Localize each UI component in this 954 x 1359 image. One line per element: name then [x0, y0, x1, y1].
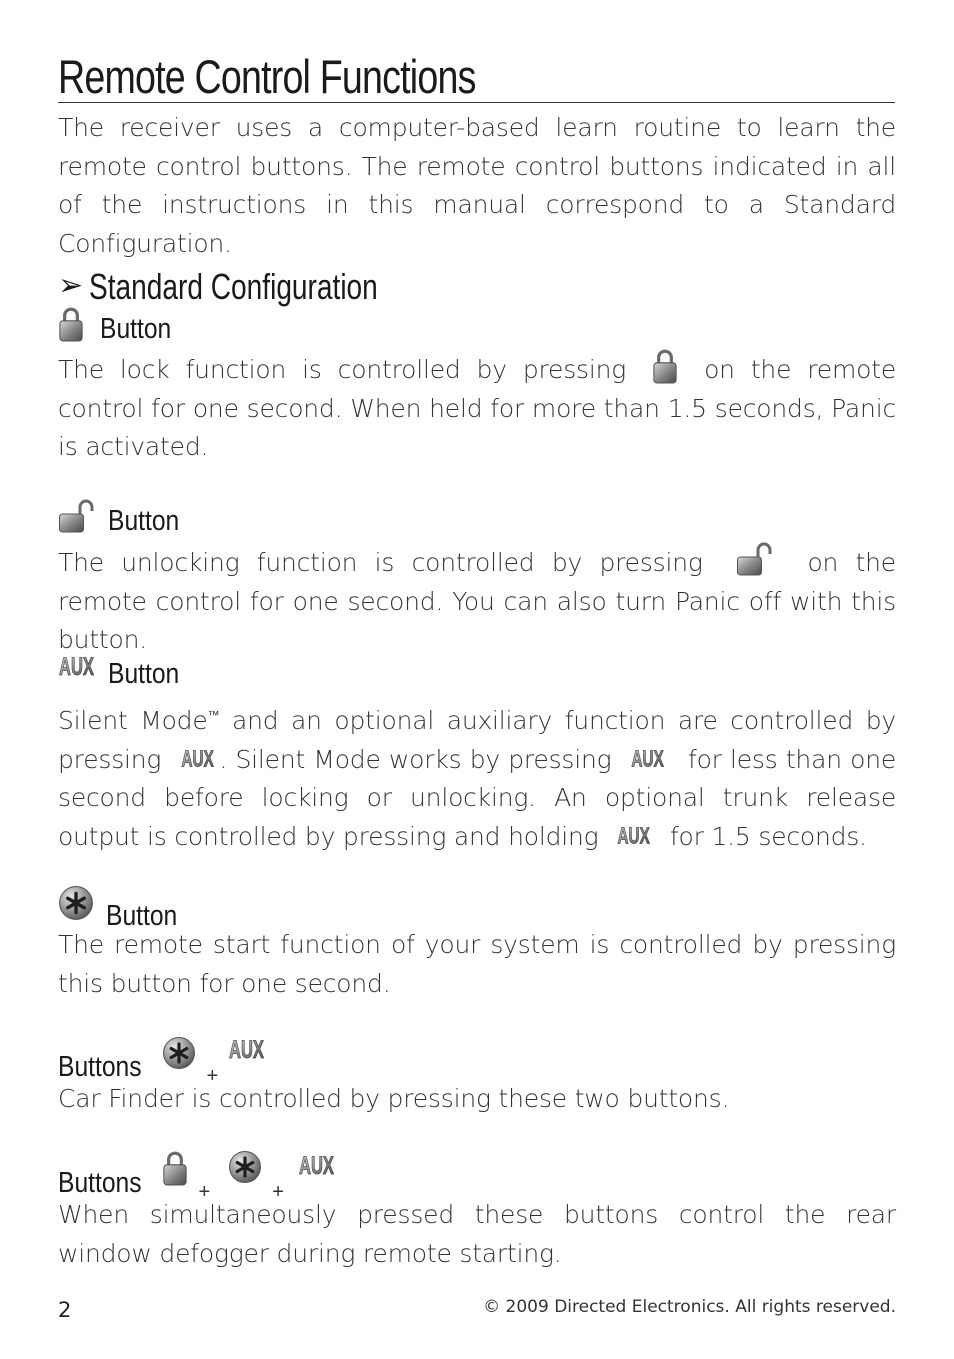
aux-icon-label: AUX: [180, 744, 214, 771]
car-finder-heading: Buttons $_+$ AUX: [58, 1036, 265, 1087]
lock-icon: [162, 1150, 188, 1186]
aux-icon: [616, 823, 652, 847]
lock-paragraph: The lock function is controlled by pressing on the remote control for one second. When held for more than 1.5 seconds, Panic is activated.: [58, 348, 896, 467]
aux-icon-label: AUX: [631, 744, 664, 771]
unlock-icon: [58, 498, 96, 534]
intro-paragraph: The receiver uses a computer-based learn routine to learn the remote control buttons. The remote control buttons indicated in all of the instructions in this manual correspond to a Standard Configuration.: [58, 113, 896, 258]
unlock-paragraph: The unlocking function is controlled by pressing on the remote control for one second. You can also turn Panic off with this button.: [58, 541, 896, 660]
lock-button-heading: Button: [58, 306, 184, 346]
aux-icon: [298, 1152, 336, 1178]
aux-icon: [180, 746, 216, 770]
aux-icon-label: AUX: [229, 1036, 265, 1064]
page-title: Remote Control Functions: [58, 52, 895, 103]
defogger-paragraph: When simultaneously pressed these buttons control the rear window defogger during remote starting.: [58, 1200, 896, 1268]
aux-icon-label: AUX: [617, 822, 651, 849]
remote-start-button-heading: Button: [58, 885, 190, 933]
section-heading: ➢ Standard Configuration: [58, 266, 378, 307]
asterisk-icon: [162, 1036, 196, 1070]
aux-icon-label: AUX: [299, 1152, 335, 1180]
asterisk-icon: [228, 1150, 262, 1184]
unlock-icon: [736, 541, 774, 577]
remote-start-paragraph: The remote start function of your system is controlled by pressing this button for one second.: [58, 930, 896, 998]
aux-icon: [228, 1036, 266, 1062]
unlock-button-heading: Button: [58, 498, 192, 538]
aux-icon: [630, 746, 666, 770]
aux-paragraph: Silent Mode™ and an optional auxiliary function are controlled by pressing AUX . Silent Mode works by pressing AUX for less than one second before locking or unlocking. An optional trunk release output is controlled by pressing and holding AUX for 1.5 seconds.: [58, 706, 897, 851]
aux-button-heading: AUX Button: [59, 653, 180, 690]
asterisk-icon: [58, 885, 94, 921]
page-number: 2: [58, 1298, 72, 1322]
lock-icon: [652, 348, 678, 384]
defogger-heading: Buttons $_+$ $_+$ AUX: [58, 1152, 335, 1203]
copyright-notice: © 2009 Directed Electronics. All rights reserved.: [483, 1297, 896, 1317]
aux-icon-label: AUX: [59, 653, 95, 681]
car-finder-paragraph: Car Finder is controlled by pressing these two buttons.: [58, 1084, 730, 1113]
arrow-icon: ➢: [58, 269, 84, 302]
lock-icon: [58, 306, 84, 342]
aux-icon: [58, 653, 96, 679]
